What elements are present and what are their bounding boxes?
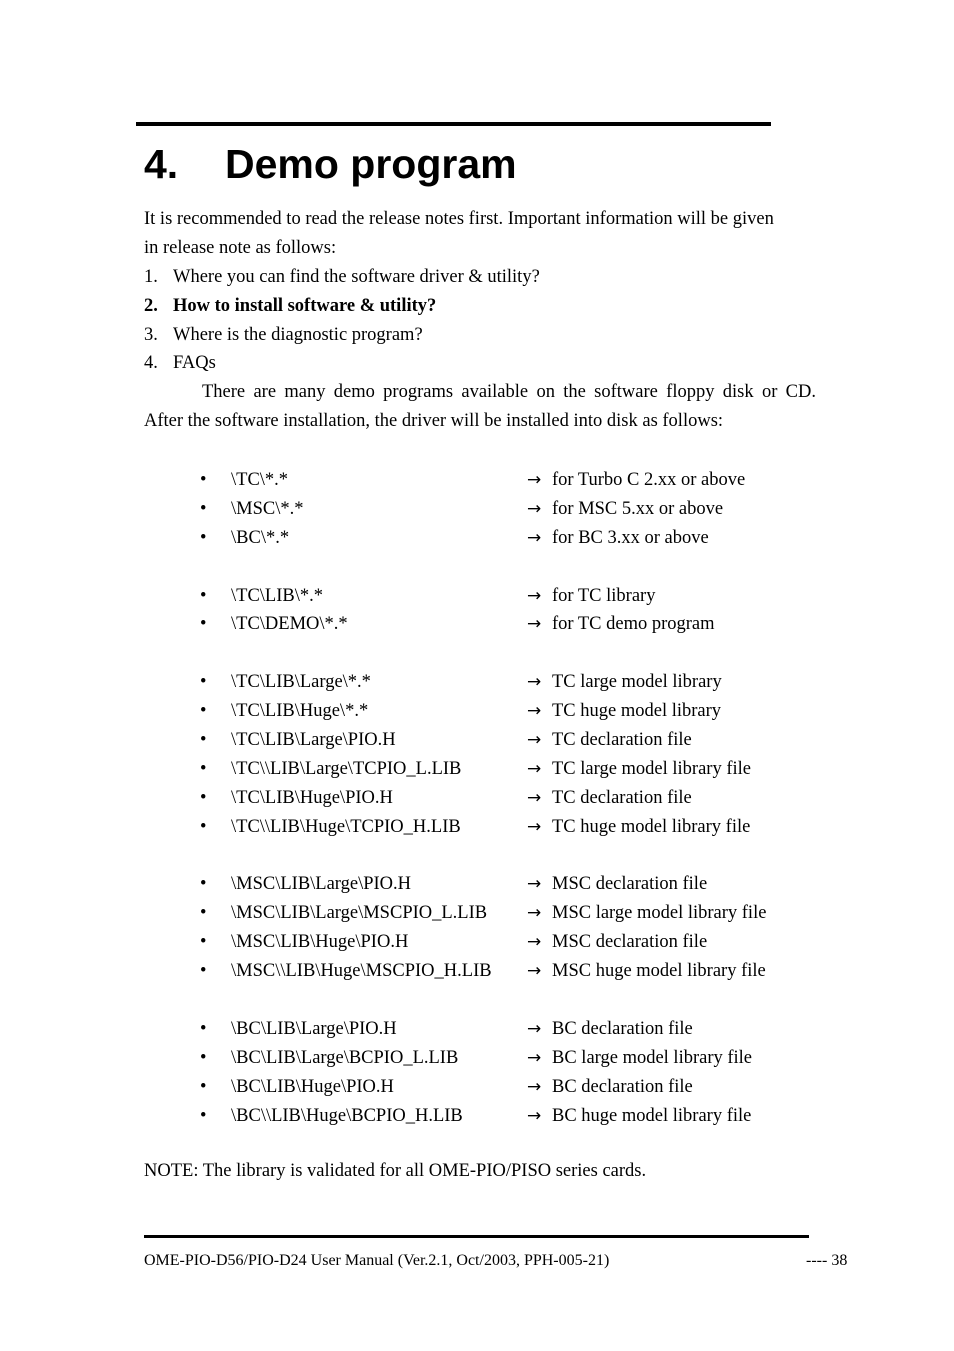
right-arrow-icon: → [527, 932, 542, 953]
description-text: BC declaration file [552, 1076, 693, 1097]
bullet-icon: • [200, 1018, 207, 1039]
description-text: TC large model library [552, 672, 722, 693]
directory-description [527, 1015, 693, 1044]
bullet-icon: • [200, 932, 207, 953]
bullet-icon: • [200, 672, 207, 693]
directory-path: \BC\LIB\Huge\PIO.H [231, 1076, 394, 1097]
bullet-icon: • [200, 816, 207, 837]
list-number: 4. [144, 353, 158, 374]
right-arrow-icon: → [527, 816, 542, 837]
list-text: FAQs [173, 353, 216, 374]
directory-path: \TC\DEMO\*.* [231, 614, 348, 635]
directory-description [527, 610, 715, 639]
directory-description [527, 784, 692, 813]
directory-path: \BC\LIB\Large\BCPIO_L.LIB [231, 1047, 459, 1068]
install-line-1: There are many demo programs available on the software floppy disk or CD. [202, 382, 816, 402]
directory-path: \TC\LIB\Large\*.* [231, 672, 371, 693]
right-arrow-icon: → [527, 961, 542, 982]
directory-description [527, 582, 655, 611]
directory-path: \TC\LIB\Huge\PIO.H [231, 787, 393, 808]
right-arrow-icon: → [527, 585, 542, 606]
intro-line-1: It is recommended to read the release notes first. Important information will be given [144, 209, 774, 229]
footer-manual-title: OME-PIO-D56/PIO-D24 User Manual (Ver.2.1, Oct/2003, PPH-005-21) [144, 1252, 610, 1269]
directory-path: \TC\\LIB\Huge\TCPIO_H.LIB [231, 816, 461, 837]
intro-paragraph [144, 205, 816, 263]
right-arrow-icon: → [527, 1076, 542, 1097]
bullet-icon: • [200, 874, 207, 895]
directory-path: \MSC\\LIB\Huge\MSCPIO_H.LIB [231, 961, 492, 982]
description-text: TC declaration file [552, 787, 692, 808]
right-arrow-icon: → [527, 1047, 542, 1068]
directory-description [527, 899, 766, 928]
directory-description [527, 495, 723, 524]
release-notes-list [144, 263, 540, 378]
bullet-icon: • [200, 1047, 207, 1068]
description-text: for BC 3.xx or above [552, 527, 709, 548]
directory-path: \BC\*.* [231, 527, 290, 548]
list-item [144, 349, 540, 378]
description-text: TC large model library file [552, 758, 751, 779]
right-arrow-icon: → [527, 701, 542, 722]
description-text: for TC demo program [552, 614, 715, 635]
bottom-rule [144, 1235, 809, 1238]
description-text: for MSC 5.xx or above [552, 498, 724, 519]
directory-description [527, 755, 751, 784]
top-rule [136, 122, 771, 126]
description-text: MSC declaration file [552, 874, 708, 895]
description-text: for TC library [552, 585, 656, 606]
library-note: NOTE: The library is validated for all OME-PIO/PISO series cards. [144, 1161, 647, 1181]
directory-description [527, 1073, 693, 1102]
list-item [144, 292, 540, 321]
directory-path: \TC\LIB\Large\PIO.H [231, 730, 396, 751]
bullet-icon: • [200, 961, 207, 982]
intro-line-2: in release note as follows: [144, 238, 337, 258]
bullet-icon: • [200, 498, 207, 519]
directory-path: \TC\\LIB\Large\TCPIO_L.LIB [231, 758, 462, 779]
directory-description [527, 957, 766, 986]
directory-path: \MSC\*.* [231, 498, 304, 519]
bullet-icon: • [200, 903, 207, 924]
directory-path: \MSC\LIB\Large\MSCPIO_L.LIB [231, 903, 488, 924]
directory-path: \TC\LIB\Huge\*.* [231, 701, 369, 722]
bullet-icon: • [200, 1076, 207, 1097]
list-number: 3. [144, 324, 158, 345]
bullet-icon: • [200, 527, 207, 548]
directory-description [527, 524, 709, 553]
directory-path: \TC\*.* [231, 470, 289, 490]
bullet-icon: • [200, 787, 207, 808]
list-number: 2. [144, 295, 158, 316]
section-heading [144, 138, 517, 190]
description-text: MSC declaration file [552, 932, 708, 953]
list-item [144, 263, 540, 292]
right-arrow-icon: → [527, 787, 542, 808]
directory-description [527, 1044, 752, 1073]
right-arrow-icon: → [527, 672, 542, 693]
section-title: Demo program [225, 141, 517, 187]
directory-path: \TC\LIB\*.* [231, 585, 323, 606]
bullet-icon: • [200, 585, 207, 606]
directory-description [527, 668, 722, 697]
description-text: BC large model library file [552, 1047, 753, 1068]
description-text: MSC huge model library file [552, 961, 766, 982]
directory-path: \MSC\LIB\Large\PIO.H [231, 874, 412, 895]
bullet-icon: • [200, 701, 207, 722]
description-text: MSC large model library file [552, 903, 767, 924]
description-text: TC huge model library [552, 701, 722, 722]
description-text: BC huge model library file [552, 1105, 752, 1126]
directory-path: \MSC\LIB\Huge\PIO.H [231, 932, 409, 953]
directory-description [527, 813, 750, 842]
list-text: Where is the diagnostic program? [173, 324, 423, 345]
description-text: TC declaration file [552, 730, 692, 751]
directory-description [527, 697, 721, 726]
description-text: BC declaration file [552, 1018, 693, 1039]
right-arrow-icon: → [527, 1018, 542, 1039]
list-number: 1. [144, 267, 158, 287]
directory-description [527, 726, 692, 755]
directory-description [527, 1102, 751, 1131]
section-number: 4. [144, 141, 179, 187]
description-text: TC huge model library file [552, 816, 751, 837]
directory-path: \BC\\LIB\Huge\BCPIO_H.LIB [231, 1105, 463, 1126]
install-line-2: After the software installation, the driver will be installed into disk as follows: [144, 411, 724, 431]
right-arrow-icon: → [527, 498, 542, 519]
list-text: How to install software & utility? [173, 295, 437, 316]
right-arrow-icon: → [527, 730, 542, 751]
directory-description [527, 466, 745, 495]
right-arrow-icon: → [527, 614, 542, 635]
bullet-icon: • [200, 730, 207, 751]
list-text: Where you can find the software driver & utility? [173, 267, 540, 287]
directory-description [527, 928, 707, 957]
bullet-icon: • [200, 758, 207, 779]
bullet-icon: • [200, 470, 207, 490]
description-text: for Turbo C 2.xx or above [552, 470, 746, 490]
bullet-icon: • [200, 614, 207, 635]
directory-description [527, 870, 707, 899]
right-arrow-icon: → [527, 758, 542, 779]
right-arrow-icon: → [527, 874, 542, 895]
right-arrow-icon: → [527, 527, 542, 548]
directory-path: \BC\LIB\Large\PIO.H [231, 1018, 397, 1039]
footer-page-number: ---- 38 [806, 1252, 848, 1269]
bullet-icon: • [200, 1105, 207, 1126]
list-item [144, 321, 540, 350]
right-arrow-icon: → [527, 1105, 542, 1126]
right-arrow-icon: → [527, 903, 542, 924]
install-paragraph [144, 378, 816, 436]
right-arrow-icon: → [527, 470, 542, 490]
